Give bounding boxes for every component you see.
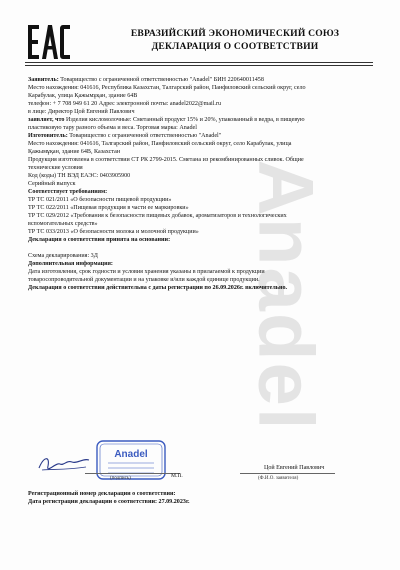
body-line-text: Изделия кисломолочные: Сметанный продукт 15% и 20%, упакованный в ведра, в пищевую [65, 117, 305, 123]
declaration-body [28, 76, 373, 292]
registration-date-label: Дата регистрации декларации о соответствии: 27.09.2023г. [28, 499, 190, 505]
body-line-text: товаросопроводительной документации и на упаковке и/или каждой единице продукции. [28, 277, 260, 283]
eac-logo [27, 24, 71, 60]
header-title-declaration: ДЕКЛАРАЦИЯ О СООТВЕТСТВИИ [151, 41, 319, 52]
body-line [28, 204, 373, 212]
applicant-name: Цой Евгений Павлович [264, 465, 325, 471]
signature-caption: (подпись) [110, 476, 131, 481]
body-line [28, 228, 373, 236]
body-line [28, 188, 373, 196]
body-line-text: Место нахождения: 041616, Республика Казахстан, Талгарский район, Панфиловский сельский округ, село [28, 85, 306, 91]
company-stamp [96, 440, 166, 480]
body-line [28, 236, 373, 244]
body-line [28, 156, 373, 164]
body-line-text: Серийный выпуск [28, 181, 76, 187]
header-title-union: ЕВРАЗИЙСКИЙ ЭКОНОМИЧЕСКИЙ СОЮЗ [130, 28, 340, 39]
body-line-text: Место нахождения: 041616, Талгарский район, Панфиловский сельский округ, село Карабулак, улица [28, 141, 292, 147]
body-line-label: Заявитель: [28, 77, 61, 83]
name-caption: (Ф.И.О. заявителя) [258, 476, 299, 481]
body-line-text: Код (коды) ТН ВЭД ЕАЭС: 0403905900 [28, 173, 131, 179]
body-line-text: Карабулак, улица Қажымұқан, здание 64В [28, 93, 138, 99]
body-line-text: ТР ТС 033/2013 «О безопасности молока и молочной продукции» [28, 229, 199, 235]
name-line [240, 473, 335, 474]
body-line [28, 260, 373, 268]
body-line-label: заявляет, что [28, 117, 66, 123]
divider-top [25, 62, 373, 63]
body-line-text: Товарищество с ограниченной ответственностью "Anadel" БИН 220640011458 [60, 77, 264, 83]
body-line [28, 220, 373, 228]
body-line [28, 108, 373, 116]
body-line-label: Изготовитель: [28, 133, 70, 139]
body-line [28, 100, 373, 108]
body-line [28, 148, 373, 156]
applicant-signature [36, 452, 92, 476]
body-line-text: телефон: + 7 708 949 61 20 Адрес электронной почты: anadel2022@mail.ru [28, 101, 222, 107]
body-line-label: Декларация о соответствии принята на основании: [28, 237, 171, 243]
body-line-text: ТР ТС 022/2011 «Пищевая продукция в части ее маркировки» [28, 205, 189, 211]
body-line [28, 276, 373, 284]
body-line [28, 244, 373, 252]
signature-line [85, 473, 180, 474]
registration-number-label: Регистрационный номер декларации о соответствии: [28, 491, 176, 497]
body-line [28, 252, 373, 260]
body-line [28, 284, 373, 292]
body-line [28, 132, 373, 140]
registration-block [28, 490, 190, 506]
body-line [28, 140, 373, 148]
body-line [28, 84, 373, 92]
body-line [28, 180, 373, 188]
body-line-label: Соответствует требованиям: [28, 189, 108, 195]
divider-top-2 [25, 65, 373, 66]
body-line [28, 196, 373, 204]
body-line-text: пластиковую тару разного объема и веса. Торговая марка: Anadel [28, 125, 197, 131]
body-line-text: ТР ТС 021/2011 «О безопасности пищевой продукции» [28, 197, 172, 203]
body-line [28, 124, 373, 132]
body-line-text: в лице: Директор Цой Евгений Павлович [28, 109, 135, 115]
body-line-text: Схема декларирования: 3Д [28, 253, 98, 259]
body-line [28, 92, 373, 100]
seal-mark: М.П. [171, 473, 183, 479]
body-line [28, 116, 373, 124]
stamp-text: Anadel [114, 449, 148, 460]
body-line [28, 164, 373, 172]
body-line-text: ТР ТС 029/2012 «Требования к безопасности пищевых добавок, ароматизаторов и технологических [28, 213, 287, 219]
body-line-text: Қажымұқан, здание 64В, Казахстан [28, 149, 121, 155]
body-line-label: Дополнительная информация: [28, 261, 113, 267]
body-line-text: Продукция изготовлена в соответствии СТ РК 2799-2015. Сметана из рекомбинированных сливок. Общие [28, 157, 304, 163]
body-line [28, 76, 373, 84]
watermark-text: Anadel [242, 159, 331, 432]
body-line [28, 268, 373, 276]
body-line [28, 172, 373, 180]
body-line-text: Товарищество с ограниченной ответственностью "Anadel" [69, 133, 222, 139]
body-line-label: Декларация о соответствии действительна с даты регистрации по 26.09.2026г. включительно. [28, 285, 288, 291]
body-line-text: вспомогательных средств» [28, 221, 98, 227]
body-line-text: Дата изготовления, срок годности и условия хранения указаны в прилагаемой к продукции [28, 269, 265, 275]
body-line [28, 212, 373, 220]
body-line-text: технические условия [28, 165, 83, 171]
